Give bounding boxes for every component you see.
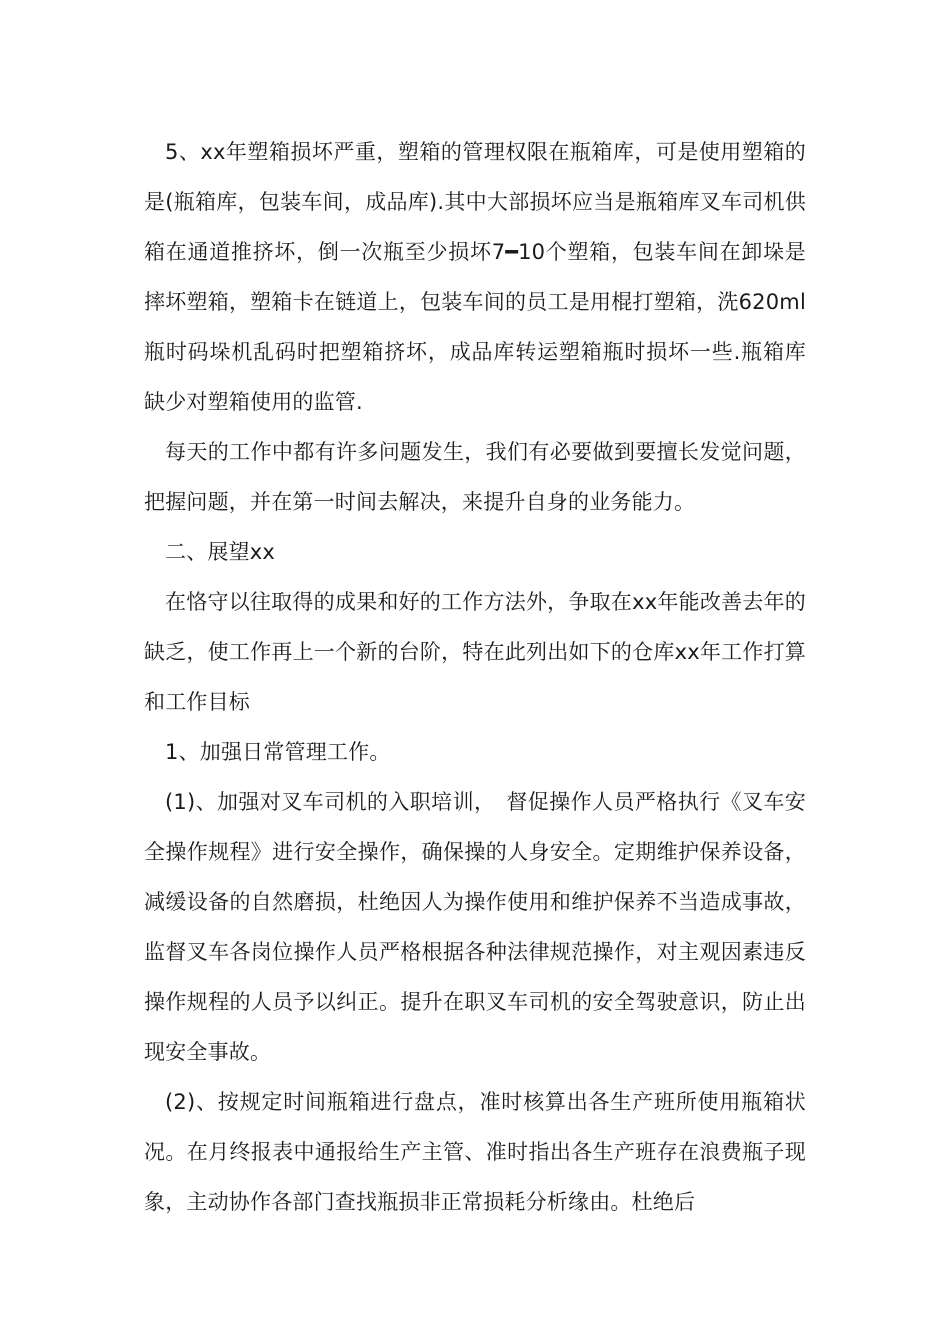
section-heading-outlook: 二、展望xx [165,540,276,564]
paragraph-item-1: 1、加强日常管理工作。 [165,740,391,764]
paragraph-daily-problems: 每天的工作中都有许多问题发生，我们有必要做到要擅长发觉问题，把握问题，并在第一时间去解决，来提升自身的业务能力。 [144,440,806,514]
paragraph-outlook-intro: 在恪守以往取得的成果和好的工作方法外，争取在xx年能改善去年的缺乏，使工作再上一个新的台阶，特在此列出如下的仓库xx年工作打算和工作目标 [144,590,806,714]
paragraph-crate-damage: 5、xx年塑箱损坏严重，塑箱的管理权限在瓶箱库，可是使用塑箱的是(瓶箱库，包装车间，成品库).其中大部损坏应当是瓶箱库叉车司机供箱在通道推挤坏，倒一次瓶至少损坏7━10个塑箱，包装车间在卸垛是摔坏塑箱，塑箱卡在链道上，包装车间的员工是用棍打塑箱，洗620ml瓶时码垛机乱码时把塑箱挤坏，成品库转运塑箱瓶时损坏一些.瓶箱库缺少对塑箱使用的监管. [144,140,806,414]
document-body [144,127,806,1227]
paragraph-subitem-1: (1)、加强对叉车司机的入职培训， 督促操作人员严格执行《叉车安全操作规程》进行安全操作，确保操的人身安全。定期维护保养设备，减缓设备的自然磨损，杜绝因人为操作使用和维护保养不当造成事故，监督叉车各岗位操作人员严格根据各种法律规范操作，对主观因素违反操作规程的人员予以纠正。提升在职叉车司机的安全驾驶意识，防止出现安全事故。 [144,790,806,1064]
paragraph-subitem-2: (2)、按规定时间瓶箱进行盘点，准时核算出各生产班所使用瓶箱状况。在月终报表中通报给生产主管、准时指出各生产班存在浪费瓶子现象，主动协作各部门查找瓶损非正常损耗分析缘由。杜绝后 [144,1090,806,1214]
